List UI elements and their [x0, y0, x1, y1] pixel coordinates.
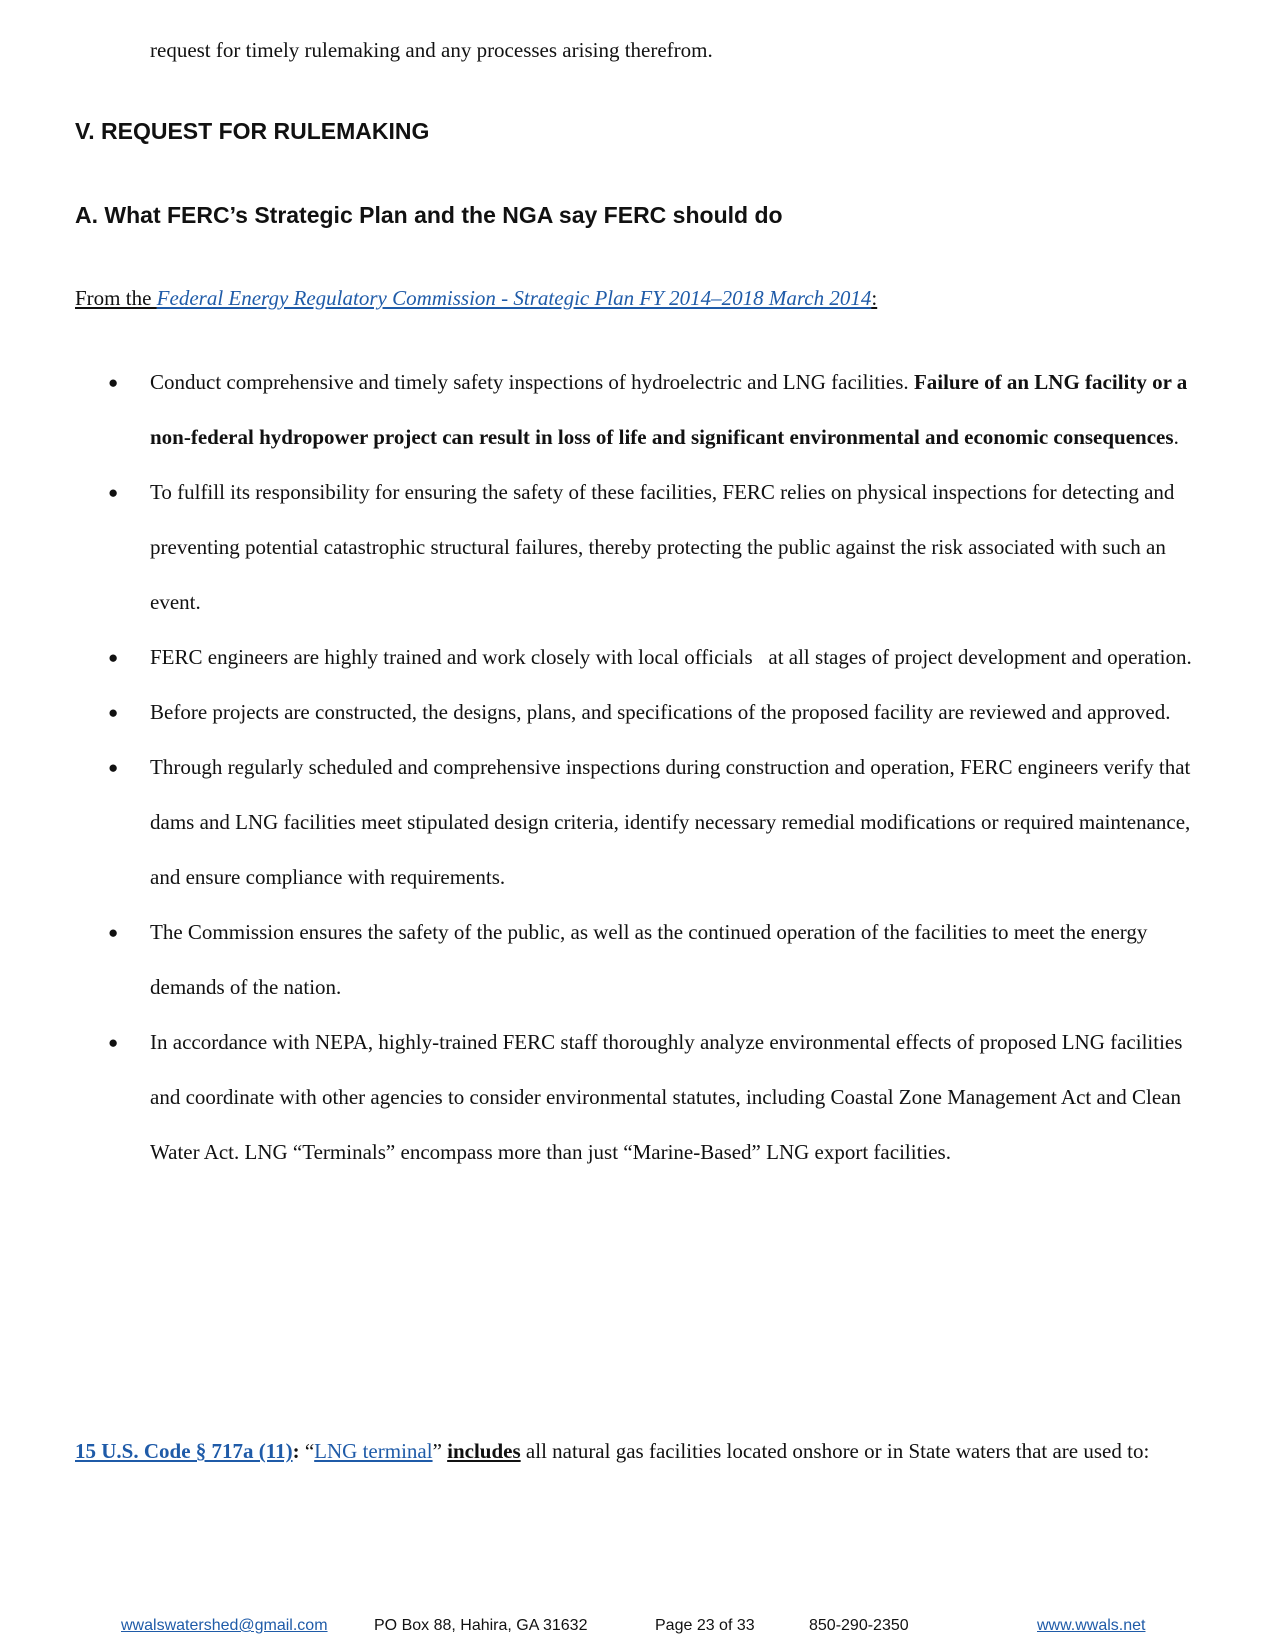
list-item — [108, 685, 1208, 740]
code-paragraph — [75, 1424, 1205, 1479]
open-quote: “ — [299, 1439, 315, 1463]
footer-address: PO Box 88, Hahira, GA 31632 — [374, 1617, 588, 1634]
bullet-text — [150, 355, 1208, 465]
bullet-icon: ● — [108, 1033, 119, 1052]
us-code-link[interactable]: 15 U.S. Code § 717a (11) — [75, 1439, 293, 1463]
intro-text: request for timely rulemaking and any processes arising therefrom. — [150, 38, 713, 62]
source-line — [75, 286, 877, 311]
includes-word: includes — [447, 1439, 521, 1463]
bullet-icon: ● — [108, 758, 119, 777]
list-item — [108, 740, 1208, 905]
website-link[interactable]: www.wwals.net — [1037, 1617, 1146, 1634]
bullet-text: To fulfill its responsibility for ensuring the safety of these facilities, FERC relies on physical inspections for detecting and preventing potential catastrophic structural failures, thereby protecting the public against the risk associated with such an event. — [150, 480, 1175, 614]
lng-terminal-link[interactable]: LNG terminal — [314, 1439, 433, 1463]
bullet-icon: ● — [108, 923, 119, 942]
bullet-text: Before projects are constructed, the designs, plans, and specifications of the proposed facility are reviewed and approved. — [150, 700, 1171, 724]
bullet-icon: ● — [108, 648, 119, 667]
code-rest: all natural gas facilities located onshore or in State waters that are used to: — [520, 1439, 1150, 1463]
footer-phone: 850-290-2350 — [809, 1617, 909, 1634]
bullet-text-bold: Failure of an LNG facility or a non-federal hydropower project can result in loss of life and significant environmental and economic consequences — [150, 370, 1188, 449]
bullet-text-plain: Conduct comprehensive and timely safety inspections of hydroelectric and LNG facilities. — [150, 370, 914, 394]
bullet-text: Through regularly scheduled and comprehensive inspections during construction and operation, FERC engineers verify that dams and LNG facilities meet stipulated design criteria, identify necessary remedial modifications or required maintenance, and ensure compliance with requirements. — [150, 755, 1191, 889]
code-colon: : — [292, 1439, 300, 1463]
bullet-list — [108, 355, 1208, 1180]
list-item — [108, 465, 1208, 630]
close-quote: ” — [432, 1439, 448, 1463]
bullet-text: The Commission ensures the safety of the public, as well as the continued operation of the facilities to meet the energy demands of the nation. — [150, 920, 1148, 999]
bullet-text: FERC engineers are highly trained and work closely with local officials at all stages of project development and operation. — [150, 645, 1192, 669]
bullet-text: In accordance with NEPA, highly-trained FERC staff thoroughly analyze environmental effects of proposed LNG facilities and coordinate with other agencies to consider environmental statutes, including Coastal Zone Management Act and Clean Water Act. LNG “Terminals” encompass more than just “Marine-Based” LNG export facilities. — [150, 1030, 1183, 1164]
bullet-icon: ● — [108, 703, 119, 722]
strategic-plan-link[interactable]: Federal Energy Regulatory Commission - Strategic Plan FY 2014–2018 March 2014 — [156, 286, 872, 310]
email-link[interactable]: wwalswatershed@gmail.com — [121, 1617, 328, 1634]
bullet-icon: ● — [108, 483, 119, 502]
source-prefix: From the — [75, 286, 157, 310]
page-footer — [0, 1617, 1275, 1641]
list-item — [108, 355, 1208, 465]
bullet-text-tail: . — [1173, 425, 1179, 449]
page-number: Page 23 of 33 — [655, 1617, 755, 1634]
section-heading-a: A. What FERC’s Strategic Plan and the NGA say FERC should do — [75, 202, 783, 228]
list-item — [108, 1015, 1208, 1180]
list-item — [108, 905, 1208, 1015]
source-suffix: : — [871, 286, 878, 310]
bullet-icon: ● — [108, 373, 119, 392]
section-heading-v: V. REQUEST FOR RULEMAKING — [75, 118, 430, 144]
list-item — [108, 630, 1208, 685]
